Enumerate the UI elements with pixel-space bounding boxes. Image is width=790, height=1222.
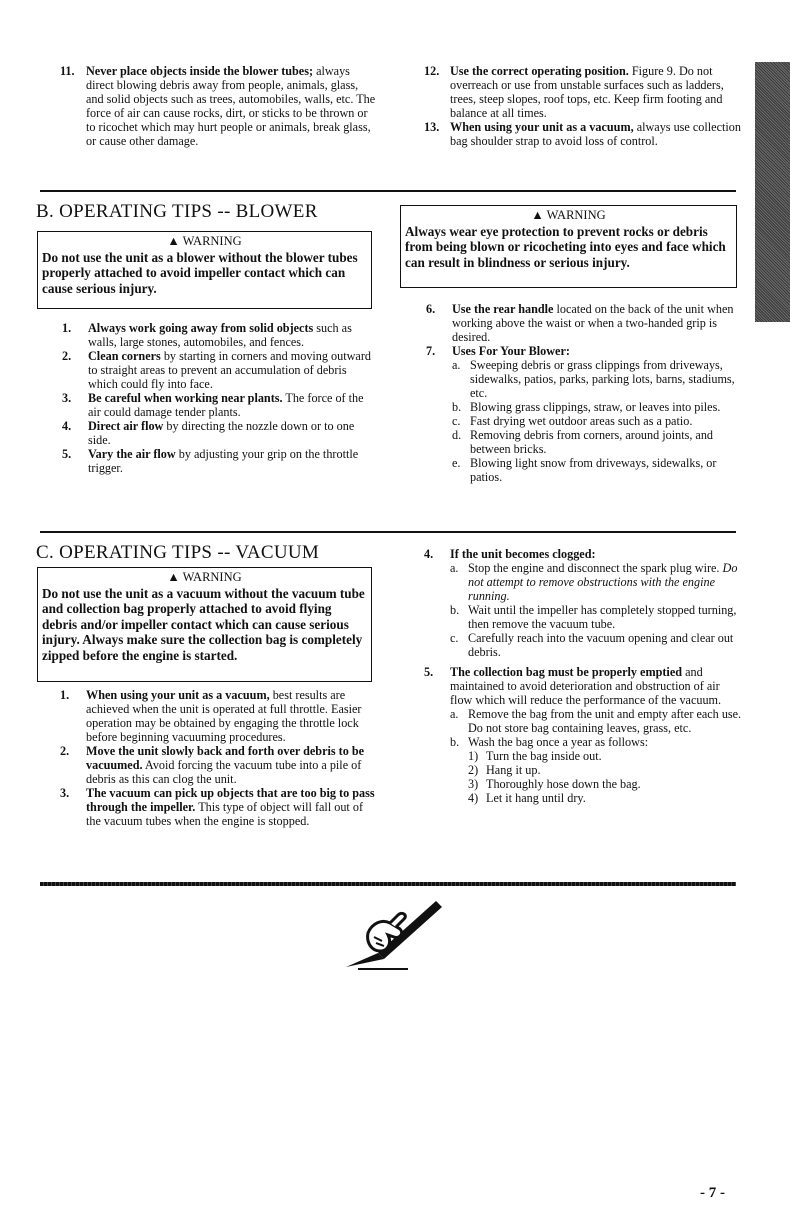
warning-label: WARNING <box>182 570 242 584</box>
section-divider <box>40 882 736 886</box>
sub-item: a. Sweeping debris or grass clippings from driveways, sidewalks, patios, parks, parking lots, barns, stadiums, etc. <box>452 358 735 400</box>
list-item: 3. Be careful when working near plants. The force of the air could damage tender plants. <box>62 391 364 419</box>
list-item: 11. Never place objects inside the blower tubes; always direct blowing debris away from people, animals, glass, and solid objects such as trees, automobiles, walls, etc. The force of air can cause rocks, dirt, or sticks to be thrown or to ricochet which may hurt people or animals, break glass, or cause other damage. <box>60 64 376 148</box>
sub-item: e. Blowing light snow from driveways, sidewalks, or patios. <box>452 456 717 484</box>
step-item: 4) Let it hang until dry. <box>468 791 586 805</box>
step-item: 2) Hang it up. <box>468 763 541 777</box>
sub-item: d. Removing debris from corners, around joints, and between bricks. <box>452 428 714 456</box>
list-item: 1. Always work going away from solid objects such as walls, large stones, automobiles, and fences. <box>62 321 352 349</box>
item-title: When using your unit as a vacuum, <box>450 120 634 134</box>
item-title: Never place objects inside the blower tubes; <box>86 64 314 78</box>
warning-box-eye-protection <box>400 205 737 288</box>
warning-box-blower <box>37 231 372 309</box>
list-item: 2. Clean corners by starting in corners and moving outward to straight areas to prevent an accumulation of debris which could fly into face. <box>62 349 371 391</box>
item-body: always use collection bag shoulder strap to avoid loss of control. <box>450 120 741 148</box>
sub-item: c. Fast drying wet outdoor areas such as a patio. <box>452 414 693 428</box>
item-body: Figure 9. Do not overreach or use from unstable surfaces such as ladders, trees, steep slopes, roof tops, etc. Keep firm footing and balance at all times. <box>450 64 724 120</box>
sub-item: a. Remove the bag from the unit and empty after each use. Do not store bag containing leaves, grass, etc. <box>450 707 742 735</box>
warning-triangle-icon: ▲ <box>167 234 180 248</box>
list-item: 3. The vacuum can pick up objects that are too big to pass through the impeller. This type of object will fall out of the vacuum tubes when the engine is stopped. <box>60 786 375 828</box>
item-title: Use the correct operating position. <box>450 64 629 78</box>
top-right-column <box>424 64 742 148</box>
sub-item: c. Carefully reach into the vacuum opening and clear out debris. <box>450 631 734 659</box>
warning-label: WARNING <box>182 234 242 248</box>
warning-label: WARNING <box>546 208 606 222</box>
list-item: 13. When using your unit as a vacuum, always use collection bag shoulder strap to avoid loss of control. <box>424 120 741 148</box>
step-item: 3) Thoroughly hose down the bag. <box>468 777 641 791</box>
list-item: 12. Use the correct operating position. Figure 9. Do not overreach or use from unstable surfaces such as ladders, trees, steep slopes, roof tops, etc. Keep firm footing and balance at all times. <box>424 64 724 120</box>
sub-item: b. Wash the bag once a year as follows: <box>450 735 649 749</box>
warning-triangle-icon: ▲ <box>531 208 544 222</box>
section-heading-blower: B. OPERATING TIPS -- BLOWER <box>36 201 318 222</box>
sub-item: b. Blowing grass clippings, straw, or leaves into piles. <box>452 400 721 414</box>
warning-text: Always wear eye protection to prevent rocks or debris from being blown or ricocheting into eyes and face which can result in blindness or serious injury. <box>405 223 726 270</box>
vacuum-right-list <box>424 547 742 805</box>
sub-item: a. Stop the engine and disconnect the spark plug wire. Do not attempt to remove obstructions with the engine running. <box>450 561 738 603</box>
item-body: always direct blowing debris away from people, animals, glass, and solid objects such as trees, automobiles, walls, etc. The force of air can cause rocks, dirt, or sticks to be thrown or to ricochet which may hurt people or animals, break glass, or cause other damage. <box>86 64 376 148</box>
warning-box-vacuum <box>37 567 372 682</box>
step-item: 1) Turn the bag inside out. <box>468 749 602 763</box>
top-left-column <box>60 64 378 148</box>
blower-right-list <box>426 302 742 484</box>
warning-text: Do not use the unit as a vacuum without the vacuum tube and collection bag properly attached to avoid flying debris and/or impeller contact which can cause serious injury. Always make sure the collection bag is completely zipped before the engine is started. <box>42 585 365 663</box>
section-divider <box>40 190 736 192</box>
list-item: 1. When using your unit as a vacuum, best results are achieved when the unit is operated at full throttle. Easier operation may be obtained by engaging the throttle lock before beginning vacuuming procedures. <box>60 688 362 744</box>
section-heading-vacuum: C. OPERATING TIPS -- VACUUM <box>36 542 320 563</box>
warning-text: Do not use the unit as a blower without the blower tubes properly attached to avoid impeller contact which can cause serious injury. <box>42 249 358 296</box>
list-item: 7. Uses For Your Blower: <box>426 344 570 358</box>
list-item: 2. Move the unit slowly back and forth over debris to be vacuumed. Avoid forcing the vacuum tube into a pile of debris as this can clog the unit. <box>60 744 365 786</box>
list-item: 4. If the unit becomes clogged: <box>424 547 596 561</box>
page-number: - 7 - <box>700 1185 725 1201</box>
side-index-tab <box>755 62 790 322</box>
list-item: 5. Vary the air flow by adjusting your grip on the throttle trigger. <box>62 447 359 475</box>
pencil-hand-writing-icon <box>338 893 448 973</box>
list-item: 5. The collection bag must be properly emptied and maintained to avoid deterioration and obstruction of air flow which will reduce the performance of the vacuum. <box>424 665 722 707</box>
sub-item: b. Wait until the impeller has completely stopped turning, then remove the vacuum tube. <box>450 603 737 631</box>
vacuum-left-list <box>60 688 376 828</box>
section-divider <box>40 531 736 533</box>
list-item: 6. Use the rear handle located on the back of the unit when working above the waist or when a two-handed grip is desired. <box>426 302 734 344</box>
list-item: 4. Direct air flow by directing the nozzle down or to one side. <box>62 419 355 447</box>
blower-left-list <box>62 321 376 475</box>
warning-triangle-icon: ▲ <box>167 570 180 584</box>
